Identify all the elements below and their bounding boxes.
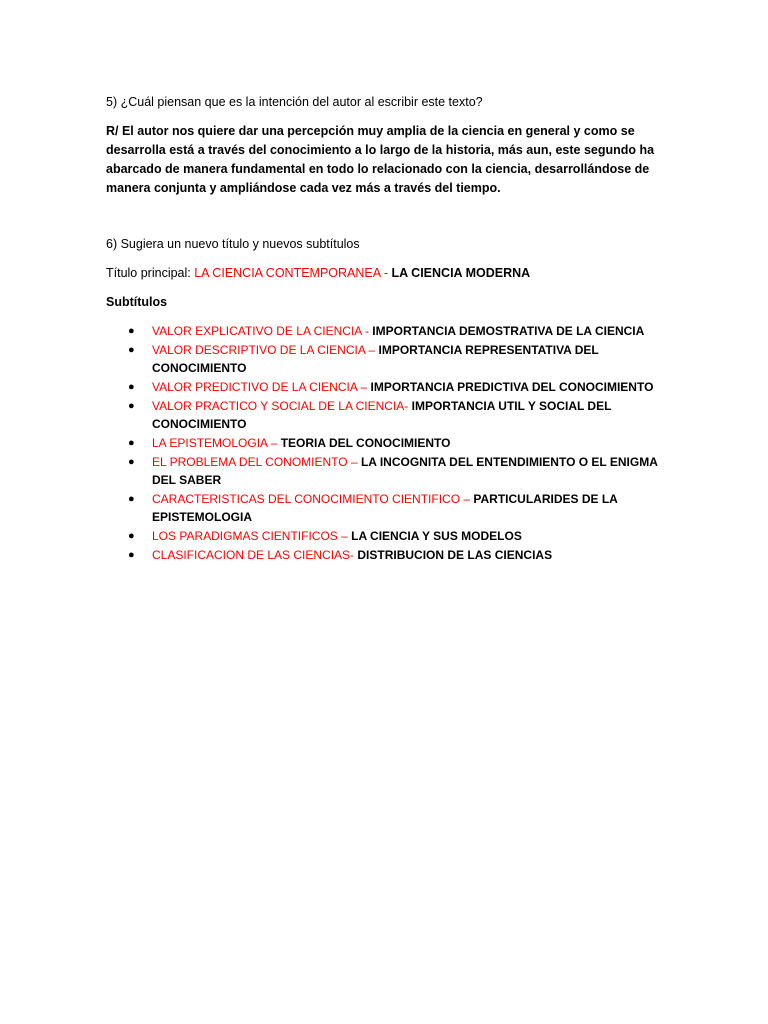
list-item-black: IMPORTANCIA REPRESENTATIVA DEL bbox=[378, 343, 599, 357]
list-item-line bbox=[152, 322, 664, 340]
main-title-label: Título principal: bbox=[106, 266, 195, 280]
list-item-black: IMPORTANCIA PREDICTIVA DEL CONOCIMIENTO bbox=[370, 380, 654, 394]
bullet-icon: ● bbox=[128, 344, 135, 356]
list-item-red: VALOR EXPLICATIVO DE LA CIENCIA - bbox=[152, 324, 373, 338]
bullet-icon: ● bbox=[128, 456, 135, 468]
answer-line: desarrolla está a través del conocimiento a lo largo de la historia, más aun, este segundo ha bbox=[106, 143, 655, 157]
list-item-red: CLASIFICACION DE LAS CIENCIAS- bbox=[152, 548, 358, 562]
main-title-line bbox=[106, 264, 530, 282]
list-item-line bbox=[152, 341, 664, 359]
list-item-black: IMPORTANCIA UTIL Y SOCIAL DEL bbox=[411, 399, 612, 413]
answer-line: abarcado de manera fundamental en todo lo relacionado con la ciencia, desarrollándose de bbox=[106, 162, 650, 176]
list-item-black-continued: DEL SABER bbox=[152, 473, 222, 487]
list-item-black-continued: EPISTEMOLOGIA bbox=[152, 510, 253, 524]
list-item bbox=[124, 453, 664, 489]
list-item bbox=[124, 397, 664, 433]
list-item-black-continued: CONOCIMIENTO bbox=[152, 361, 247, 375]
list-item bbox=[124, 546, 664, 564]
list-item-line bbox=[152, 453, 664, 471]
list-item-black: TEORIA DEL CONOCIMIENTO bbox=[280, 436, 451, 450]
list-item-red: VALOR PRACTICO Y SOCIAL DE LA CIENCIA- bbox=[152, 399, 412, 413]
bullet-icon: ● bbox=[128, 325, 135, 337]
question-5: 5) ¿Cuál piensan que es la intención del autor al escribir este texto? bbox=[106, 95, 483, 109]
list-item-line bbox=[152, 527, 664, 545]
list-item-line bbox=[152, 490, 664, 508]
subtitles-list bbox=[124, 322, 664, 564]
list-item bbox=[124, 341, 664, 377]
list-item bbox=[124, 490, 664, 526]
list-item-black: LA CIENCIA Y SUS MODELOS bbox=[351, 529, 522, 543]
list-item-red: VALOR PREDICTIVO DE LA CIENCIA – bbox=[152, 380, 371, 394]
main-title-black: LA CIENCIA MODERNA bbox=[391, 266, 531, 280]
list-item-black: IMPORTANCIA DEMOSTRATIVA DE LA CIENCIA bbox=[372, 324, 645, 338]
list-item-red: EL PROBLEMA DEL CONOMIENTO – bbox=[152, 455, 361, 469]
bullet-icon: ● bbox=[128, 381, 135, 393]
answer-line: manera conjunta y ampliándose cada vez más a través del tiempo. bbox=[106, 181, 501, 195]
list-item-black: LA INCOGNITA DEL ENTENDIMIENTO O EL ENIGMA bbox=[360, 455, 658, 469]
main-title-red: LA CIENCIA CONTEMPORANEA - bbox=[194, 266, 392, 280]
bullet-icon: ● bbox=[128, 437, 135, 449]
bullet-icon: ● bbox=[128, 400, 135, 412]
list-item-line bbox=[152, 546, 664, 564]
list-item-red: CARACTERISTICAS DEL CONOCIMIENTO CIENTIFICO – bbox=[152, 492, 474, 506]
list-item-black: DISTRIBUCION DE LAS CIENCIAS bbox=[357, 548, 553, 562]
bullet-icon: ● bbox=[128, 530, 135, 542]
list-item-line bbox=[152, 434, 664, 452]
question-6: 6) Sugiera un nuevo título y nuevos subtítulos bbox=[106, 237, 360, 251]
list-item-red: LA EPISTEMOLOGIA – bbox=[152, 436, 281, 450]
list-item-black-continued: CONOCIMIENTO bbox=[152, 417, 247, 431]
answer-line: R/ El autor nos quiere dar una percepción muy amplia de la ciencia en general y como se bbox=[106, 124, 635, 138]
list-item bbox=[124, 527, 664, 545]
list-item-black: PARTICULARIDES DE LA bbox=[473, 492, 618, 506]
list-item bbox=[124, 322, 664, 340]
list-item-line bbox=[152, 378, 664, 396]
bullet-icon: ● bbox=[128, 493, 135, 505]
list-item-line bbox=[152, 397, 664, 415]
list-item bbox=[124, 378, 664, 396]
answer-paragraph bbox=[106, 122, 655, 198]
bullet-icon: ● bbox=[128, 549, 135, 561]
subtitles-label: Subtítulos bbox=[106, 295, 168, 309]
list-item-red: LOS PARADIGMAS CIENTIFICOS – bbox=[152, 529, 352, 543]
list-item-red: VALOR DESCRIPTIVO DE LA CIENCIA – bbox=[152, 343, 379, 357]
list-item bbox=[124, 434, 664, 452]
